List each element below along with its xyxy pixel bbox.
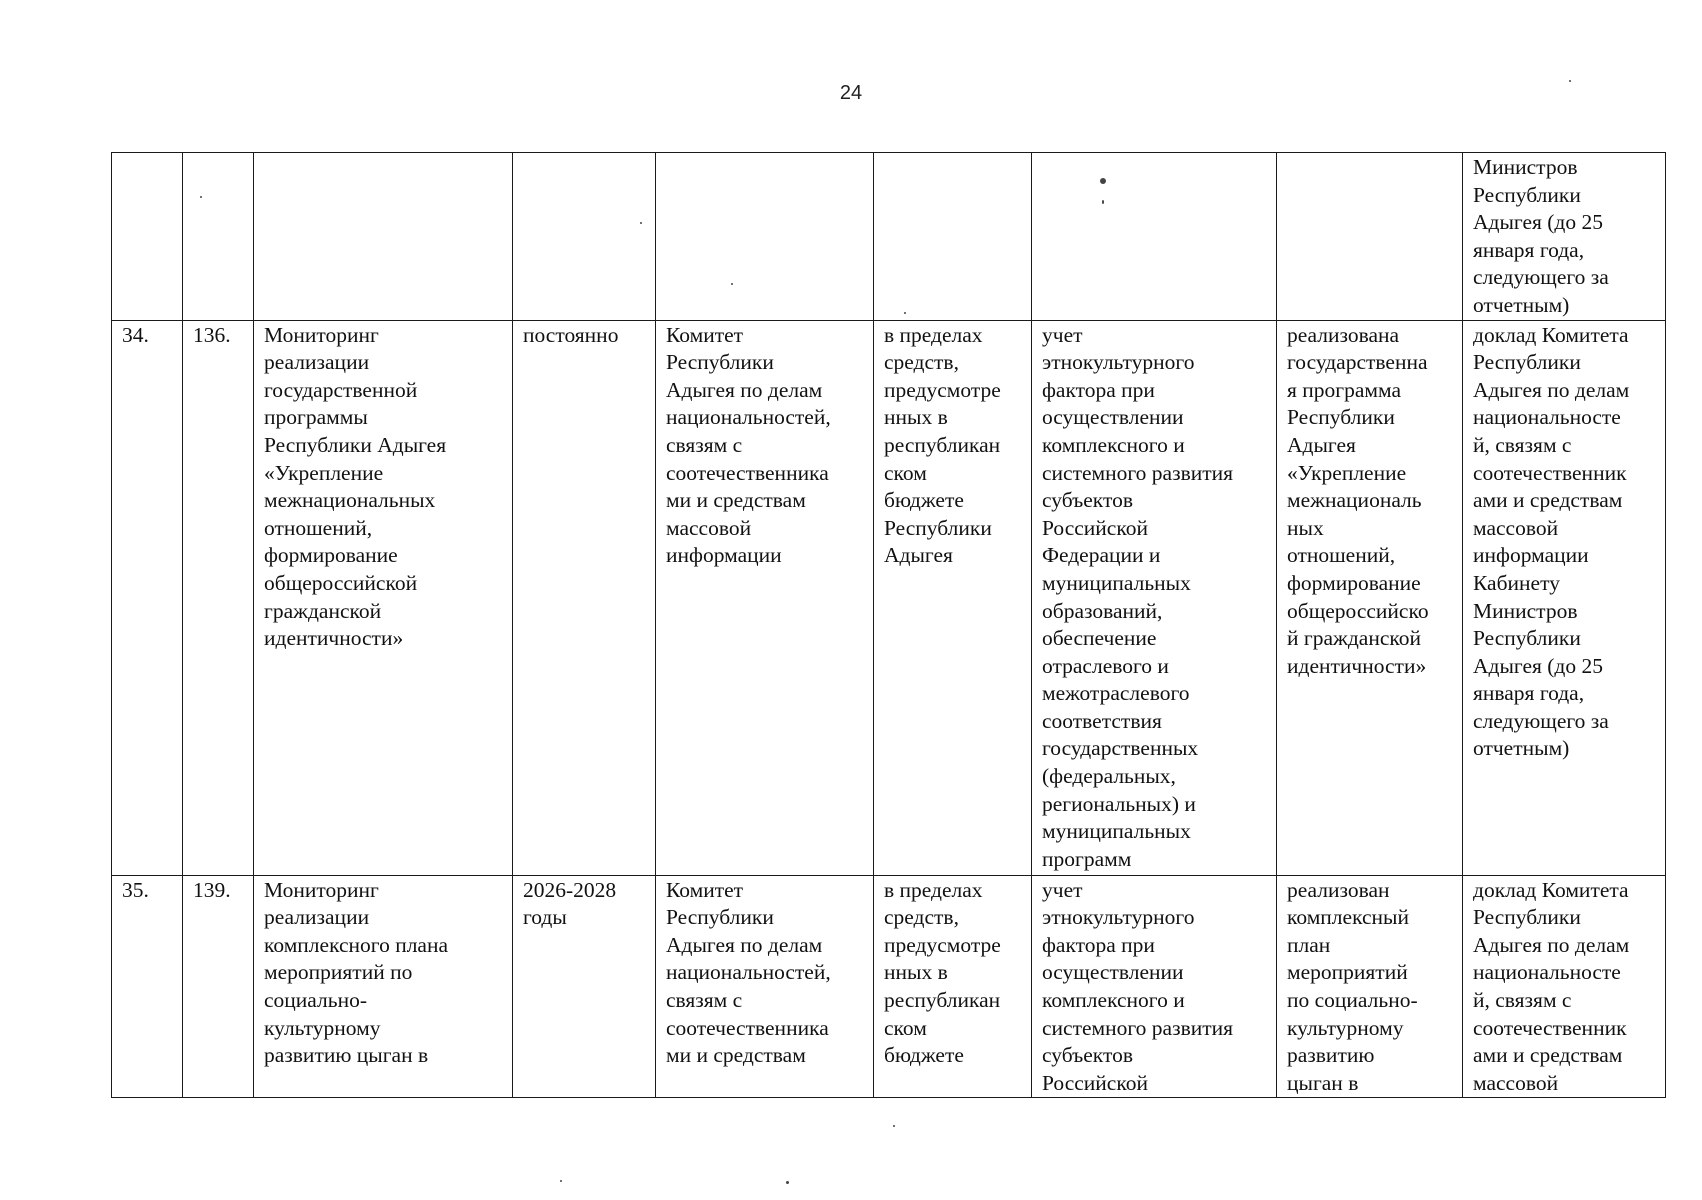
table-row-continuation	[112, 153, 1666, 321]
scan-speck	[904, 312, 906, 314]
cell-period	[513, 153, 656, 321]
cell-responsible	[656, 153, 874, 321]
cell-measure	[254, 153, 513, 321]
cell-goal	[1032, 153, 1277, 321]
table-row-34	[112, 320, 1666, 875]
cell-period: постоянно	[513, 320, 656, 875]
cell-number: 34.	[112, 320, 183, 875]
cell-funding: в пределах средств, предусмотре нных в республикан ском бюджете Республики Адыгея	[874, 320, 1032, 875]
cell-result: реализован комплексный план мероприятий по социально- культурному развитию цыган в	[1277, 875, 1463, 1098]
cell-funding: в пределах средств, предусмотре нных в республикан ском бюджете	[874, 875, 1032, 1098]
scan-speck	[1569, 80, 1571, 82]
cell-report: Министров Республики Адыгея (до 25 января года, следующего за отчетным)	[1463, 153, 1666, 321]
cell-funding	[874, 153, 1032, 321]
table-row-35	[112, 875, 1666, 1098]
scan-speck	[731, 283, 733, 285]
cell-item-number: 139.	[183, 875, 254, 1098]
cell-item-number	[183, 153, 254, 321]
cell-measure: Мониторинг реализации государственной программы Республики Адыгея «Укрепление межнациональных отношений, формирование общероссийской гражданской идентичности»	[254, 320, 513, 875]
scan-speck	[200, 196, 202, 198]
scan-speck	[893, 1125, 895, 1127]
cell-measure: Мониторинг реализации комплексного плана мероприятий по социально- культурному развитию цыган в	[254, 875, 513, 1098]
scan-speck	[786, 1181, 789, 1184]
cell-report: доклад Комитета Республики Адыгея по делам национальносте й, связям с соотечественник ами и средствам массовой	[1463, 875, 1666, 1098]
scan-speck	[1100, 178, 1106, 184]
cell-goal: учет этнокультурного фактора при осуществлении комплексного и системного развития субъектов Российской Федерации и муниципальных образований, обеспечение отраслевого и межотраслевого соответствия государственных (федеральных, региональных) и муниципальных программ	[1032, 320, 1277, 875]
cell-number: 35.	[112, 875, 183, 1098]
page-number: 24	[839, 82, 863, 104]
cell-result: реализована государственна я программа Республики Адыгея «Укрепление межнациональ ных отношений, формирование общероссийско й гражданской идентичности»	[1277, 320, 1463, 875]
cell-item-number: 136.	[183, 320, 254, 875]
cell-responsible: Комитет Республики Адыгея по делам национальностей, связям с соотечественника ми и средствам массовой информации	[656, 320, 874, 875]
scan-speck	[1102, 200, 1104, 204]
cell-period: 2026-2028 годы	[513, 875, 656, 1098]
cell-number	[112, 153, 183, 321]
cell-report: доклад Комитета Республики Адыгея по делам национальносте й, связям с соотечественник ами и средствам массовой информации Кабинету Министров Республики Адыгея (до 25 января года, следующего за отчетным)	[1463, 320, 1666, 875]
scan-speck	[640, 222, 642, 224]
cell-result	[1277, 153, 1463, 321]
cell-goal: учет этнокультурного фактора при осуществлении комплексного и системного развития субъектов Российской	[1032, 875, 1277, 1098]
measures-table	[111, 152, 1666, 1098]
scan-speck	[560, 1180, 562, 1182]
cell-responsible: Комитет Республики Адыгея по делам национальностей, связям с соотечественника ми и средствам	[656, 875, 874, 1098]
